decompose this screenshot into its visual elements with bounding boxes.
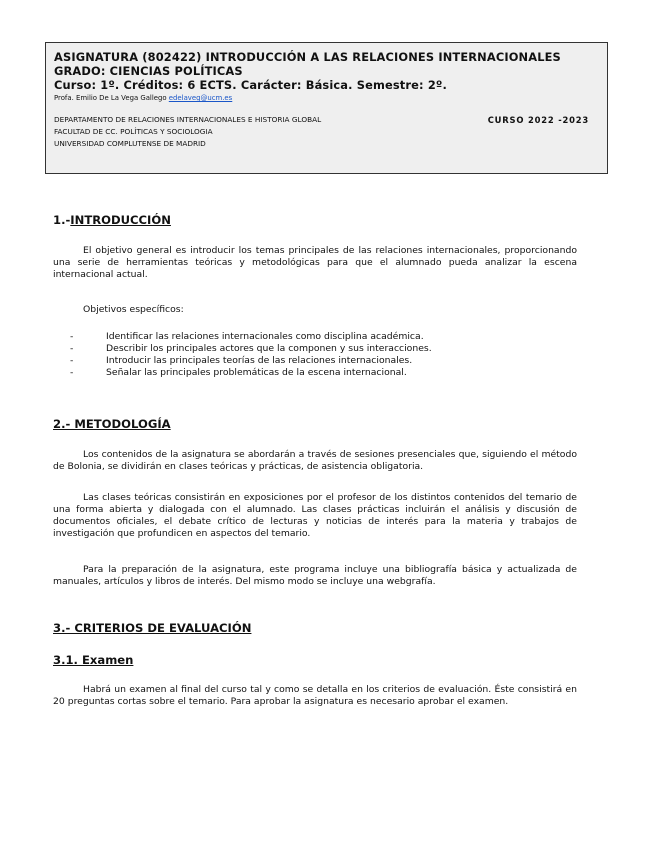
list-item: - Identificar las relaciones internacionales como disciplina académica.: [70, 331, 424, 342]
list-item: - Señalar las principales problemáticas de la escena internacional.: [70, 367, 407, 378]
list-item: - Introducir las principales teorías de las relaciones internacionales.: [70, 355, 413, 366]
faculty-name: FACULTAD DE CC. POLÍTICAS Y SOCIOLOGIA: [54, 127, 213, 136]
professor-line: [54, 92, 599, 104]
academic-year: CURSO 2022 -2023: [487, 115, 589, 125]
professor-email-link[interactable]: edelaveg@ucm.es: [168, 94, 233, 102]
department-name: DEPARTAMENTO DE RELACIONES INTERNACIONALES E HISTORIA GLOBAL: [54, 115, 322, 124]
professor-name: Profa. Emilio De La Vega Gallego: [54, 94, 167, 102]
objectives-label: Objetivos específicos:: [83, 304, 184, 315]
section-introduccion-heading: [53, 213, 171, 227]
degree-line: GRADO: CIENCIAS POLÍTICAS: [54, 64, 243, 78]
section-evaluacion-heading: 3.- CRITERIOS DE EVALUACIÓN: [53, 621, 252, 635]
section-number: 1.-: [53, 213, 71, 227]
section-title: INTRODUCCIÓN: [70, 213, 171, 227]
course-header-box: [45, 42, 608, 174]
course-title: ASIGNATURA (802422) INTRODUCCIÓN A LAS RELACIONES INTERNACIONALES: [54, 50, 561, 64]
objectives-list: [70, 331, 570, 379]
methodology-paragraph-3: Para la preparación de la asignatura, este programa incluye una bibliografía básica y actualizada de manuales, artículos y libros de interés. Del mismo modo se incluye una webgrafía.: [53, 564, 577, 587]
exam-paragraph: Habrá un examen al final del curso tal y como se detalla en los criterios de evaluación. Éste consistirá en 20 preguntas cortas sobre el temario. Para aprobar la asignatura es necesario aprobar el examen.: [53, 684, 577, 707]
intro-paragraph: El objetivo general es introducir los temas principales de las relaciones internacionales, proporcionando una serie de herramientas teóricas y metodológicas para que el alumnado pueda analizar la escena internacional actual.: [53, 245, 577, 280]
list-item: - Describir los principales actores que la componen y sus interacciones.: [70, 343, 432, 354]
department-line: [54, 114, 599, 126]
university-name: UNIVERSIDAD COMPLUTENSE DE MADRID: [54, 139, 206, 148]
course-details: Curso: 1º. Créditos: 6 ECTS. Carácter: Básica. Semestre: 2º.: [54, 78, 447, 92]
section-metodologia-heading: 2.- METODOLOGÍA: [53, 417, 171, 431]
subsection-examen-heading: 3.1. Examen: [53, 653, 134, 667]
methodology-paragraph-2: Las clases teóricas consistirán en exposiciones por el profesor de los distintos contenidos del temario de una forma abierta y dialogada con el alumnado. Las clases prácticas incluirán el análisis y discusión de documentos oficiales, el debate crítico de lecturas y noticias de interés para la materia y trabajos de investigación que profundicen en aspectos del temario.: [53, 492, 577, 539]
methodology-paragraph-1: Los contenidos de la asignatura se abordarán a través de sesiones presenciales que, siguiendo el método de Bolonia, se dividirán en clases teóricas y prácticas, de asistencia obligatoria.: [53, 449, 577, 472]
